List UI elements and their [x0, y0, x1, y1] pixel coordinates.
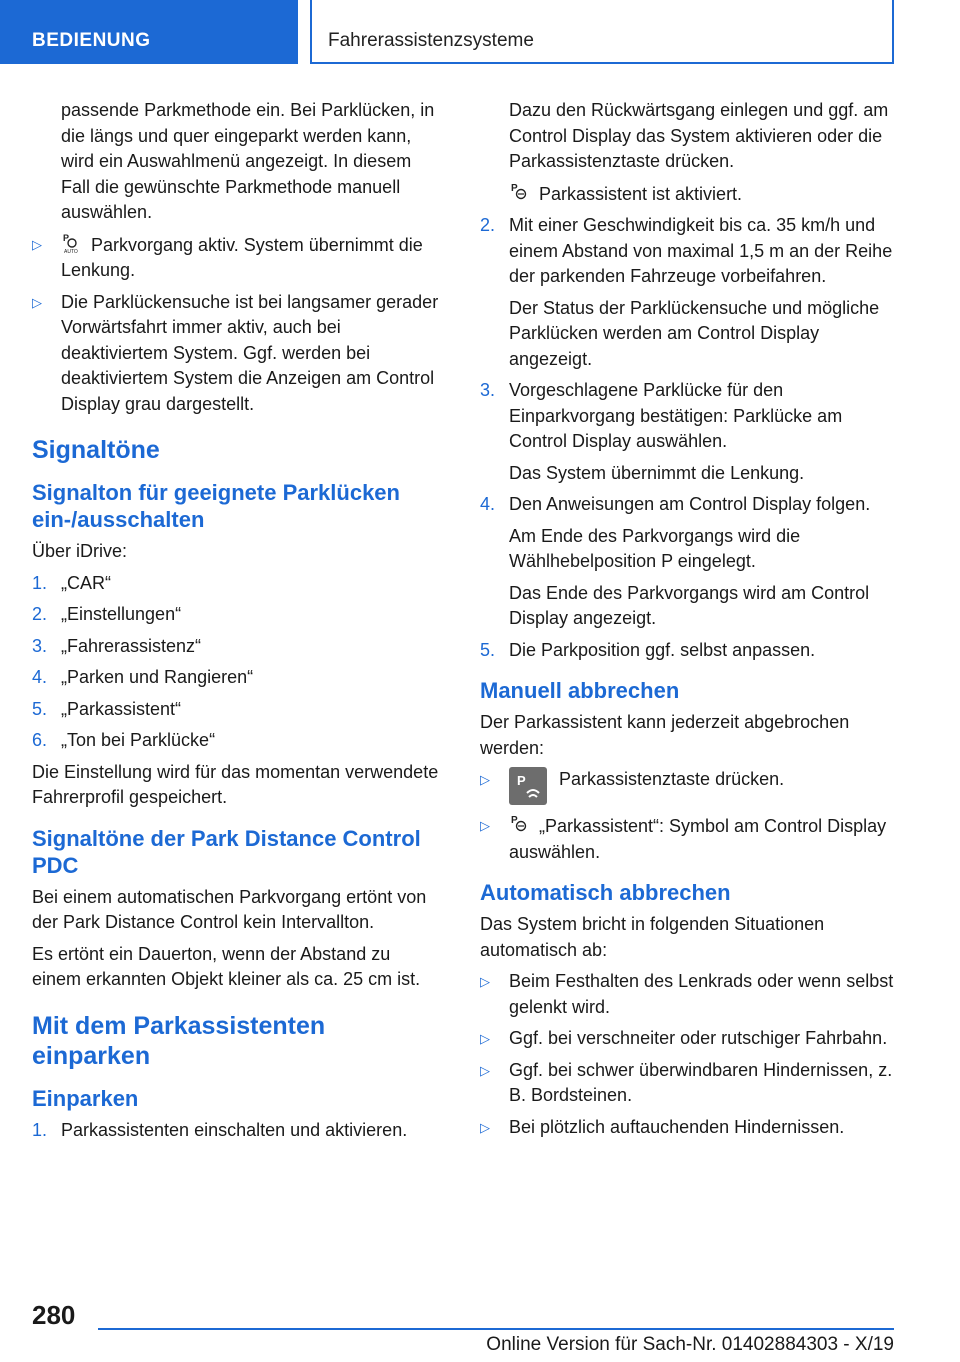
svg-text:P: P	[63, 232, 70, 243]
bullet-text: Die Parklückensuche ist bei langsamer gerader Vorwärtsfahrt immer aktiv, auch bei deaktiviertem System. Ggf. werden bei deaktiviertem System die Anzeigen am Control Display grau dargestellt.	[61, 291, 439, 414]
list-item	[32, 1118, 442, 1144]
step-note: Der Status der Parklückensuche und mögliche Parklücken werden am Control Display angezeigt.	[509, 297, 880, 369]
list-item	[32, 728, 442, 754]
park-assist-button-icon	[509, 767, 547, 805]
step-number: 5.	[480, 639, 496, 660]
section-tab	[0, 0, 298, 64]
list-item	[480, 213, 895, 290]
right-column	[480, 98, 895, 1146]
triangle-bullet-icon: ▷	[480, 974, 490, 989]
triangle-bullet-icon: ▷	[480, 1031, 490, 1046]
triangle-bullet-icon: ▷	[480, 818, 490, 833]
park-assist-icon	[509, 181, 531, 203]
bullet-text: Beim Festhalten des Lenkrads oder wenn selbst gelenkt wird.	[509, 971, 894, 1017]
manuell-paragraph: Der Parkassistent kann jederzeit abgebrochen werden:	[480, 712, 850, 758]
bullet-text: Parkassistenztaste drücken.	[559, 769, 785, 789]
svg-text:P: P	[511, 182, 518, 194]
step-number: 6.	[32, 730, 48, 750]
list-item	[32, 697, 442, 723]
step-number: 2.	[32, 604, 48, 624]
step-note: Das Ende des Parkvorgangs wird am Control Display angezeigt.	[509, 582, 870, 628]
steps-note: Die Einstellung wird für das momentan verwendete Fahrerprofil gespeichert.	[32, 761, 439, 807]
step-note: Am Ende des Parkvorgangs wird die Wählhebelposition P eingelegt.	[509, 525, 801, 571]
list-item	[480, 813, 895, 865]
heading-automatisch-abbrechen: Automatisch abbrechen	[480, 880, 731, 905]
step-number: 3.	[480, 380, 496, 400]
heading-parkassistent-einparken: Mit dem Parkassistenten einparken	[32, 1011, 326, 1070]
bullet-text: „Parkassistent“: Symbol am Control Display auswählen.	[509, 816, 887, 862]
step-number: 1.	[32, 1119, 48, 1140]
step-number: 5.	[32, 698, 48, 719]
bullet-text: Ggf. bei verschneiter oder rutschiger Fahrbahn.	[509, 1028, 888, 1048]
triangle-bullet-icon: ▷	[480, 1062, 490, 1078]
activated-note	[480, 181, 895, 208]
bullet-text: Ggf. bei schwer überwindbaren Hindernissen, z. B. Bordsteinen.	[509, 1059, 893, 1105]
step-number: 1.	[32, 572, 48, 593]
section-label: BEDIENUNG	[32, 30, 151, 51]
menu-path-step: „Parken und Rangieren“	[61, 667, 254, 687]
continued-text: passende Parkmethode ein. Bei Parklücken, in die längs und quer eingeparkt werden kann, wird ein Auswahlmenü angezeigt. In diesem Fall die gewünschte Parkmethode manuell auswählen.	[61, 100, 435, 222]
left-column	[32, 98, 442, 1149]
step-number: 3.	[32, 635, 48, 656]
step-number: 2.	[480, 215, 496, 235]
chapter-label: Fahrerassistenzsysteme	[328, 30, 534, 51]
park-assist-icon	[509, 813, 531, 835]
list-item	[32, 602, 442, 628]
triangle-bullet-icon: ▷	[32, 294, 42, 310]
step-text: Parkassistenten einschalten und aktivieren.	[61, 1119, 408, 1140]
heading-manuell-abbrechen: Manuell abbrechen	[480, 678, 680, 703]
pdc-paragraph: Es ertönt ein Dauerton, wenn der Abstand zu einem erkannten Objekt kleiner als ca. 25 cm ist.	[32, 943, 421, 989]
step-text: Mit einer Geschwindigkeit bis ca. 35 km/h und einem Abstand von maximal 1,5 m an der Reihe der parkenden Fahrzeuge vorbeifahren.	[509, 215, 893, 286]
list-item	[32, 665, 442, 691]
auto-paragraph: Das System bricht in folgenden Situationen automatisch ab:	[480, 914, 825, 960]
page-header	[0, 0, 960, 66]
menu-path-step: „Parkassistent“	[61, 698, 182, 719]
activated-text: Parkassistent ist aktiviert.	[539, 183, 743, 204]
chapter-tab	[310, 0, 894, 64]
menu-path-step: „Ton bei Parklücke“	[61, 730, 216, 750]
pdc-paragraph: Bei einem automatischen Parkvorgang ertönt von der Park Distance Control kein Intervallton.	[32, 886, 427, 932]
triangle-bullet-icon: ▷	[480, 1119, 490, 1135]
list-item	[480, 638, 895, 664]
heading-pdc: Signaltöne der Park Distance Control PDC	[32, 825, 421, 878]
via-idrive-text: Über iDrive:	[32, 541, 128, 561]
heading-einparken: Einparken	[32, 1085, 139, 1111]
list-item	[32, 634, 442, 660]
step-text: Vorgeschlagene Parklücke für den Einparkvorgang bestätigen: Parklücke am Control Display auswählen.	[509, 380, 843, 451]
list-item	[480, 378, 895, 455]
menu-path-step: „Einstellungen“	[61, 604, 182, 624]
list-item	[480, 1026, 895, 1052]
footer-text: Online Version für Sach-Nr. 01402884303 - X/19	[486, 1334, 894, 1355]
step-note: Das System übernimmt die Lenkung.	[509, 462, 805, 483]
svg-text:P: P	[511, 815, 518, 826]
list-item	[480, 492, 895, 518]
menu-path-step: „Fahrerassistenz“	[61, 635, 202, 656]
step-continued: Dazu den Rückwärtsgang einlegen und ggf. am Control Display das System aktivieren oder die Parkassistenztaste drücken.	[509, 100, 889, 171]
step-text: Die Parkposition ggf. selbst anpassen.	[509, 639, 816, 660]
list-item	[480, 1115, 895, 1141]
triangle-bullet-icon: ▷	[480, 772, 490, 787]
park-assist-auto-icon	[61, 232, 83, 254]
svg-text:AUTO: AUTO	[64, 248, 78, 254]
step-number: 4.	[480, 494, 496, 514]
footer-divider	[98, 1328, 894, 1330]
menu-path-step: „CAR“	[61, 572, 111, 593]
list-item	[32, 571, 442, 597]
list-item	[480, 1058, 895, 1109]
bullet-text: Parkvorgang aktiv. System übernimmt die Lenkung.	[61, 234, 423, 280]
heading-signalton-parkluecken: Signalton für geeignete Parklücken ein-/ausschalten	[32, 480, 400, 532]
list-item	[32, 290, 442, 418]
bullet-text: Bei plötzlich auftauchenden Hindernissen.	[509, 1116, 845, 1137]
step-text: Den Anweisungen am Control Display folgen.	[509, 494, 871, 514]
list-item	[32, 232, 442, 284]
triangle-bullet-icon: ▷	[32, 236, 42, 252]
heading-signaltoene: Signaltöne	[32, 436, 160, 464]
list-item	[480, 969, 895, 1020]
page-number: 280	[32, 1300, 76, 1330]
step-number: 4.	[32, 667, 48, 687]
svg-text:P: P	[517, 773, 526, 788]
list-item	[480, 767, 895, 807]
